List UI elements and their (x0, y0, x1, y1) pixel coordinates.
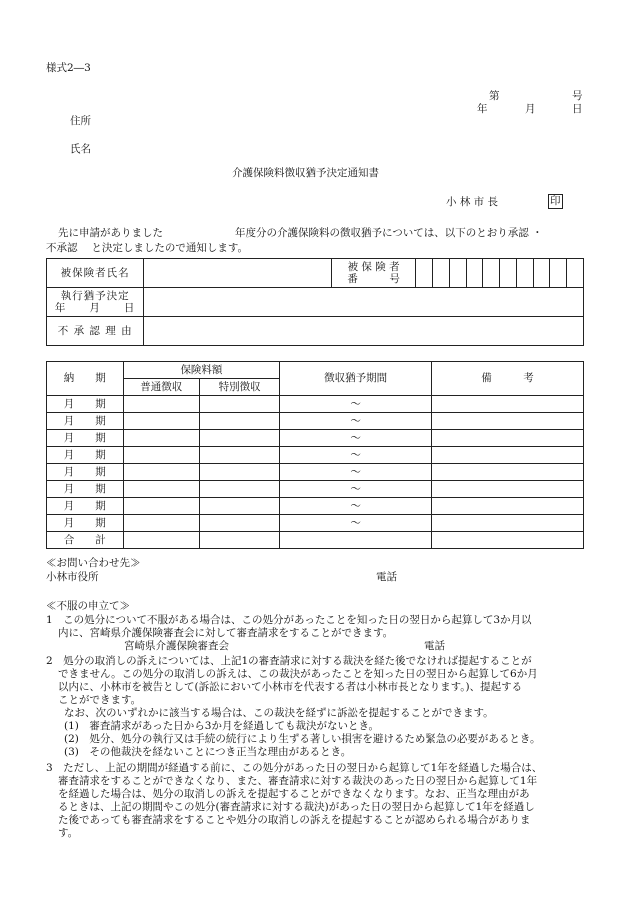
col-premium: 保険料額 (123, 362, 280, 379)
appeal-paragraph-3: 3 ただし、上記の期間が経過する前に、この処分があった日の翌日から起算して1年を経過した場合は、 審査請求をすることができなくなり、また、審査請求に対する裁決のあった日の翌日から起算して1年 を経過した場合は、処分の取消しの訴えを提起することができなくなります。なお、正当な理由があ るときは、上記の期間やこの処分(審査請求に対する裁決)があった日の翌日から起算して1年を経過し た後であっても審査請求をすることや処分の取消しの訴えを提起することが認められる場合がありま す。 (46, 762, 543, 839)
table-row: 月 期 ～ (47, 430, 584, 447)
contact-phone-label: 電話 (376, 571, 397, 583)
decision-date-field (144, 288, 584, 317)
insured-name-label: 被保険者氏名 (47, 259, 144, 288)
doc-number-dai: 第 (489, 90, 500, 102)
col-remarks: 備 考 (431, 362, 583, 396)
insured-name-field (144, 259, 331, 288)
date-month: 月 (525, 103, 536, 115)
document-title: 介護保険料徴収猶予決定通知書 (232, 167, 379, 179)
total-row: 合 計 (47, 532, 584, 549)
insured-number-digit (500, 259, 517, 288)
insured-info-table (46, 258, 584, 346)
col-special: 特別徴収 (199, 379, 279, 396)
table-row: 月 期 ～ (47, 396, 584, 413)
appeal-heading: ≪不服の申立て≫ (46, 600, 130, 612)
table-row: 月 期 ～ (47, 413, 584, 430)
col-period: 納 期 (47, 362, 124, 396)
insured-number-digit (550, 259, 567, 288)
contact-heading: ≪お問い合わせ先≫ (46, 557, 141, 569)
address-label: 住所 (70, 115, 91, 127)
table-row: 月 期 ～ (47, 464, 584, 481)
review-board-name: 宮崎県介護保険審査会 (124, 640, 229, 652)
intro-line1-b: 年度分の介護保険料の徴収猶予については、以下のとおり承認 ・ (235, 227, 543, 239)
insured-number-digit (567, 259, 584, 288)
col-deferral: 徴収猶予期間 (280, 362, 432, 396)
table-row: 月 期 ～ (47, 481, 584, 498)
insured-number-digit (533, 259, 550, 288)
issuer: 小 林 市 長 (446, 196, 499, 208)
insured-number-digit (433, 259, 450, 288)
table-row: 月 期 ～ (47, 447, 584, 464)
insured-number-digit (449, 259, 466, 288)
name-label: 氏名 (70, 143, 91, 155)
schedule-table (46, 361, 584, 549)
insured-number-digit (416, 259, 433, 288)
decision-date-label: 執行猶予決定 年 月 日 (47, 288, 144, 317)
review-board-phone-label: 電話 (424, 640, 445, 652)
table-row: 月 期 ～ (47, 498, 584, 515)
date-year: 年 (477, 103, 488, 115)
intro-line2: 不承認 と決定しましたので通知します。 (46, 242, 248, 254)
intro-line1-a: 先に申請がありました (58, 227, 163, 239)
table-row: 月 期 ～ (47, 515, 584, 532)
insured-number-digit (466, 259, 483, 288)
contact-office: 小林市役所 (46, 571, 99, 583)
insured-number-digit (483, 259, 500, 288)
reject-reason-field (144, 317, 584, 346)
form-number: 様式2―3 (46, 62, 91, 74)
insured-number-digit (516, 259, 533, 288)
seal: 印 (550, 195, 561, 207)
insured-number-label: 被 保 険 者 番 号 (331, 259, 416, 288)
appeal-paragraph-2: 2 処分の取消しの訴えについては、上記1の審査請求に対する裁決を経た後でなければ提起することが できません。この処分の取消しの訴えは、この裁決があったことを知った日の翌日から起算して6か月 以内に、小林市を被告として(訴訟において小林市を代表する者は小林市長となります。)、提起する ことができます。 なお、次のいずれかに該当する場合は、この裁決を経ずに訴訟を提起することができます。 (1) 審査請求があった日から3か月を経過しても裁決がないとき。 (2) 処分、処分の執行又は手続の続行により生ずる著しい損害を避けるため緊急の必要があるとき。 (3) その他裁決を経ないことにつき正当な理由があるとき。 (46, 655, 541, 758)
appeal-paragraph-1: 1 この処分について不服がある場合は、この処分があったことを知った日の翌日から起算して3か月以 内に、宮崎県介護保険審査会に対して審査請求をすることができます。 宮崎県介護保険審査会 電話 (46, 614, 532, 652)
doc-number-go: 号 (572, 90, 583, 102)
date-day: 日 (572, 103, 583, 115)
col-ordinary: 普通徴収 (123, 379, 199, 396)
reject-reason-label: 不 承 認 理 由 (47, 317, 144, 346)
